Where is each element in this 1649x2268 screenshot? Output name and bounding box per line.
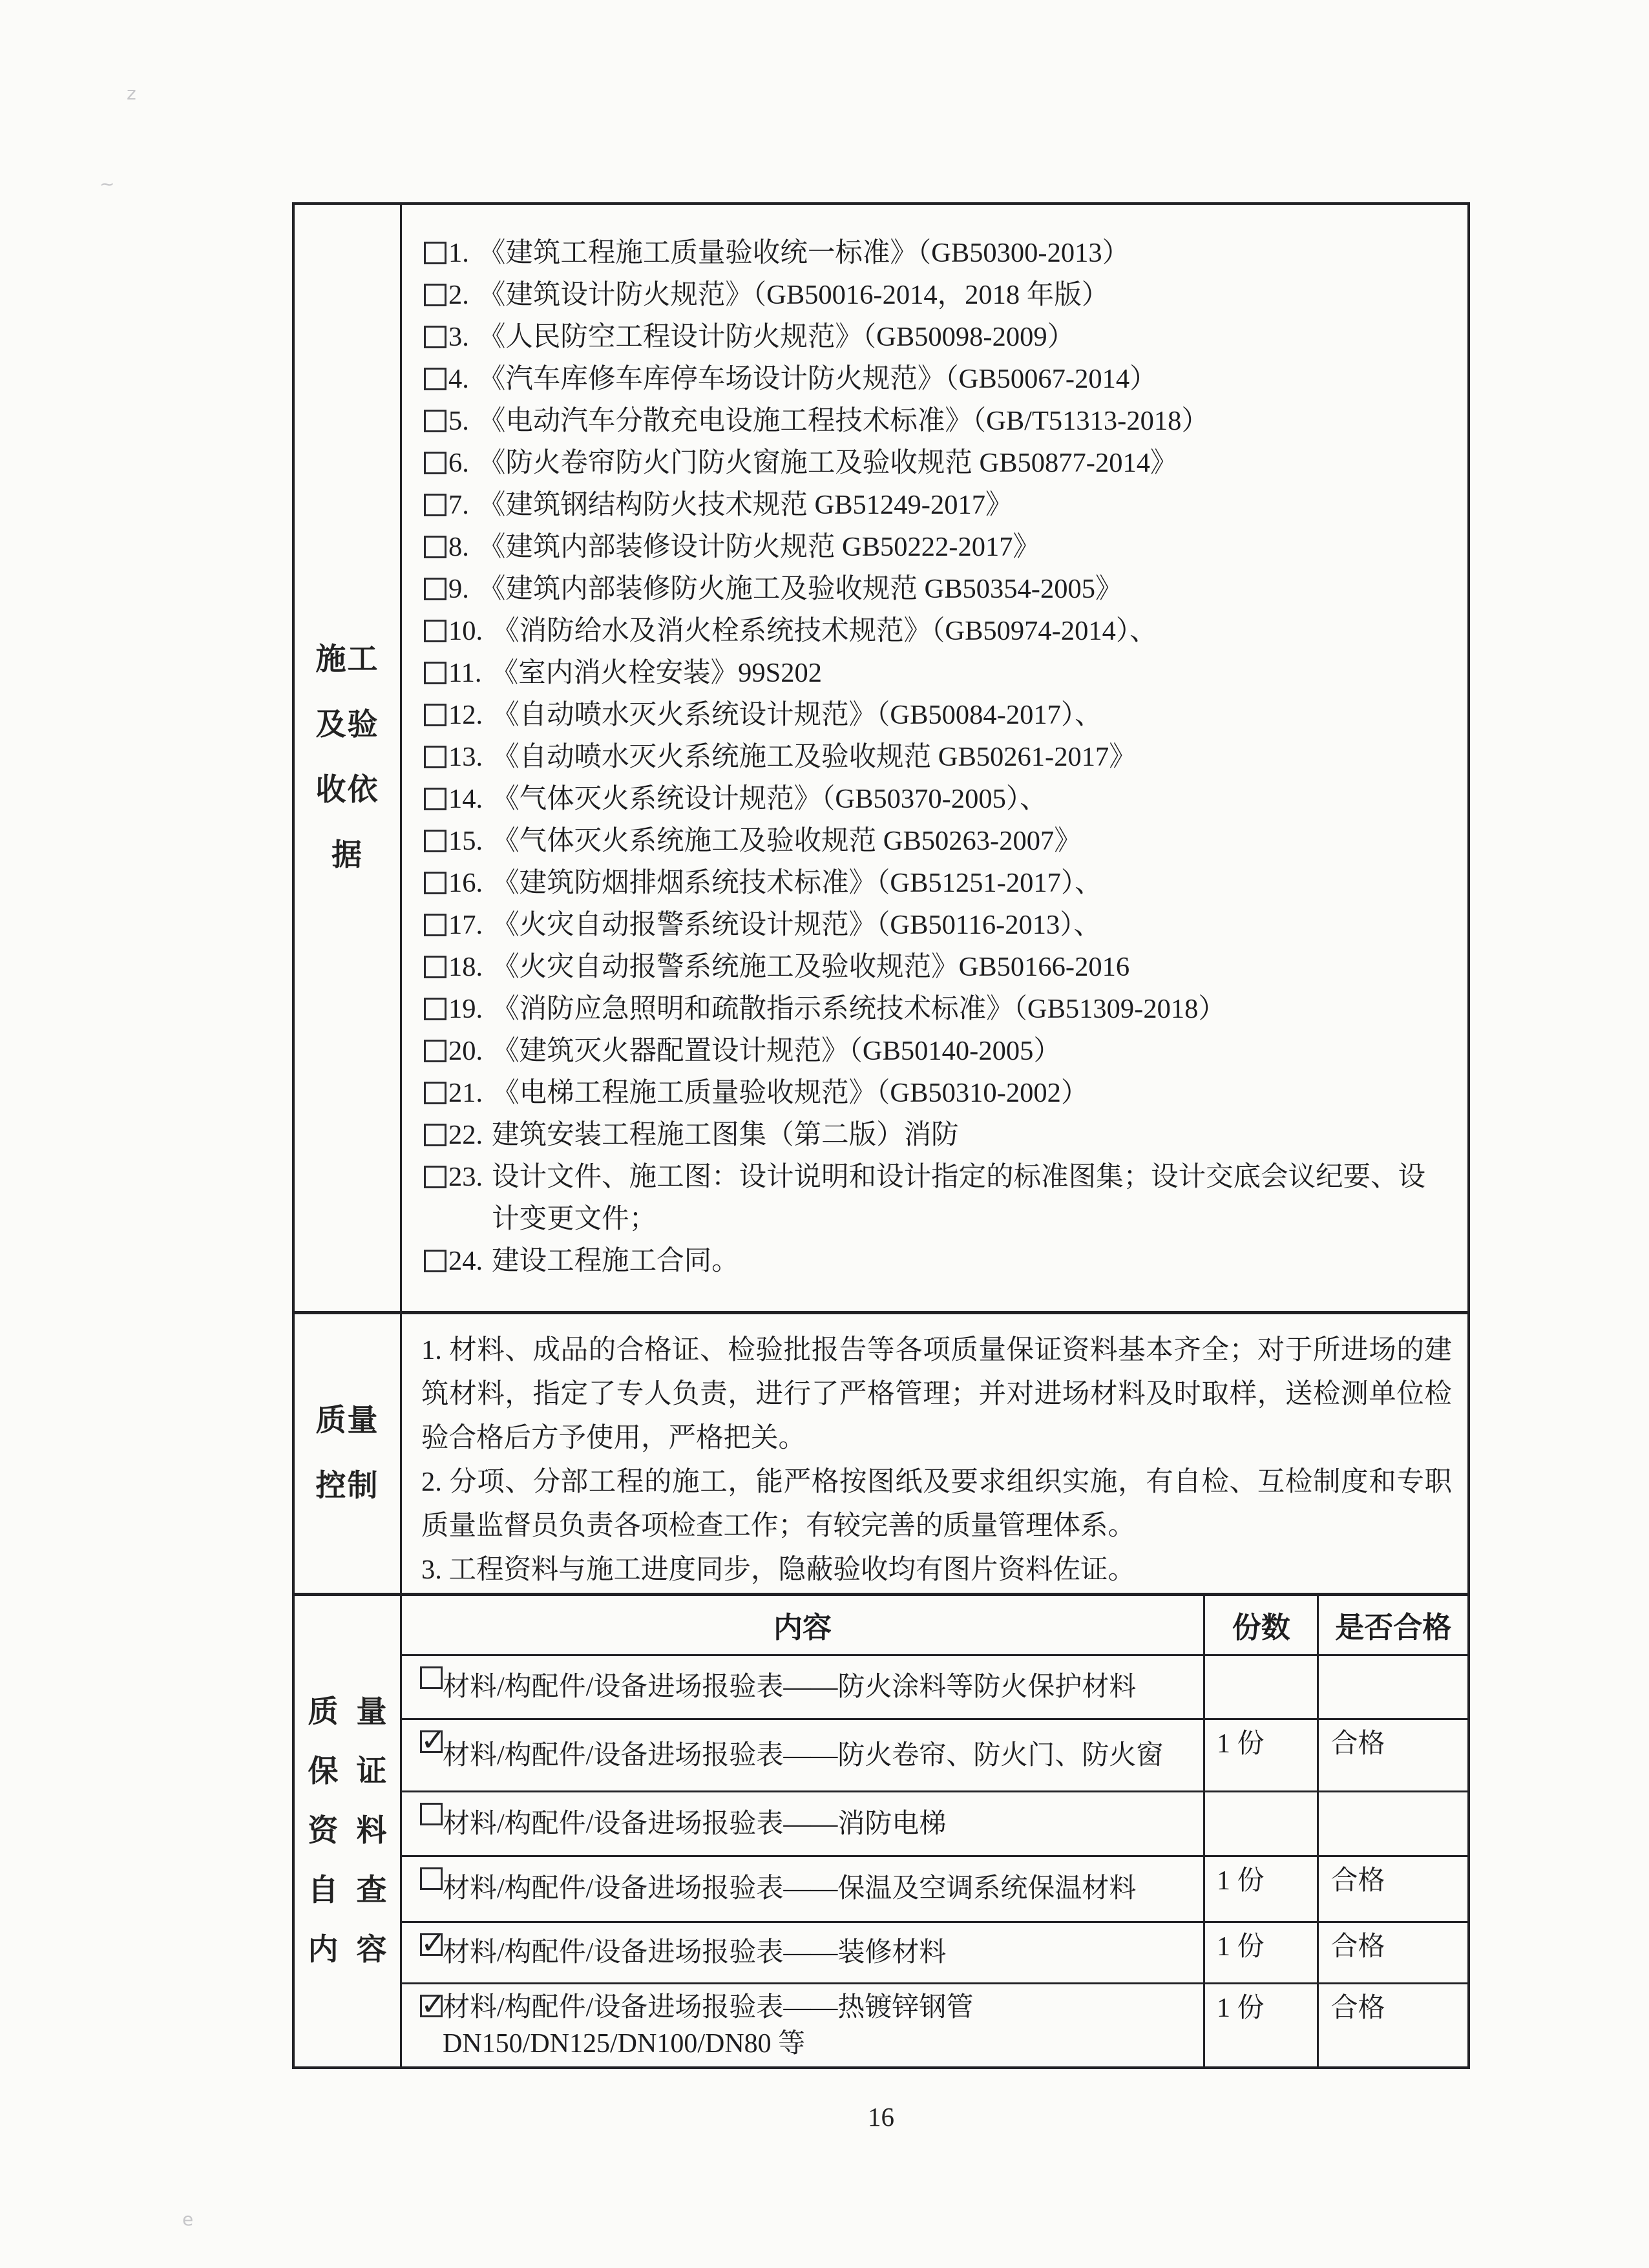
basis-item-number: 19. — [448, 994, 483, 1024]
cell-content-text: 材料/构配件/设备进场报验表——保温及空调系统保温材料 — [443, 1874, 1137, 1904]
basis-item-text: 《建筑设计防火规范》（GB50016-2014，2018 年版） — [478, 280, 1109, 310]
quality-control-paragraph: 2. 分项、分部工程的施工，能严格按图纸及要求组织实施，有自检、互检制度和专职质量监督员负责各项检查工作；有较完善的质量管理体系。 — [421, 1467, 1452, 1541]
unchecked-checkbox-icon — [424, 914, 446, 936]
row-header-char: 资 — [308, 1814, 339, 1848]
basis-list-item — [424, 1114, 1451, 1156]
basis-item-number: 12. — [448, 700, 483, 730]
basis-item-text: 《气体灭火系统施工及验收规范 GB50263-2007》 — [492, 826, 1082, 856]
basis-list-item — [424, 1030, 1451, 1072]
row-header-char: 质 — [308, 1696, 339, 1729]
checked-checkbox-icon — [420, 1933, 443, 1956]
basis-list-item — [424, 694, 1451, 736]
basis-item-number: 6. — [448, 448, 469, 478]
subtable-row — [402, 1921, 1467, 1983]
basis-item-text: 《建筑工程施工质量验收统一标准》（GB50300-2013） — [478, 238, 1130, 268]
row-header-line: 质量 — [315, 1403, 379, 1438]
basis-item-text: 《消防应急照明和疏散指示系统技术标准》（GB51309-2018） — [492, 994, 1226, 1024]
quality-control-paragraphs — [402, 1314, 1467, 1593]
unchecked-checkbox-icon — [424, 578, 446, 600]
row-quality-control — [295, 1311, 1467, 1593]
row-header-basis — [295, 205, 402, 1311]
unchecked-checkbox-icon — [424, 1124, 446, 1146]
basis-item-number: 21. — [448, 1078, 483, 1108]
basis-list-item — [424, 1240, 1451, 1282]
cell-content-text: 材料/构配件/设备进场报验表——热镀锌钢管 DN150/DN125/DN100/DN80 等 — [443, 1992, 974, 2059]
basis-item-number: 3. — [448, 322, 469, 352]
basis-item-number: 22. — [448, 1120, 483, 1150]
row-header-line: 及验 — [315, 708, 379, 742]
unchecked-checkbox-icon — [424, 1250, 446, 1272]
basis-list-item — [424, 1072, 1451, 1114]
row-header-line: 据 — [331, 839, 363, 872]
cell-copies: 1 份 — [1203, 1984, 1317, 2066]
row-header-char: 量 — [356, 1696, 387, 1729]
unchecked-checkbox-icon — [424, 704, 446, 726]
subtable-row — [402, 1982, 1467, 2066]
subtable-row — [402, 1790, 1467, 1855]
basis-list-item — [424, 442, 1451, 484]
basis-item-text: 《建筑内部装修防火施工及验收规范 GB50354-2005》 — [478, 574, 1123, 604]
acceptance-record-table — [292, 202, 1470, 2069]
basis-item-text: 《建筑灭火器配置设计规范》（GB50140-2005） — [492, 1036, 1061, 1066]
basis-standards-list — [402, 205, 1467, 1311]
basis-item-text: 《自动喷水灭火系统设计规范》（GB50084-2017）、 — [492, 700, 1102, 730]
basis-item-number: 18. — [448, 952, 483, 982]
basis-item-number: 24. — [448, 1246, 483, 1276]
unchecked-checkbox-icon — [424, 746, 446, 768]
unchecked-checkbox-icon — [424, 998, 446, 1020]
basis-item-text: 建设工程施工合同。 — [492, 1246, 739, 1276]
unchecked-checkbox-icon — [424, 620, 446, 642]
unchecked-checkbox-icon — [420, 1803, 443, 1825]
basis-item-number: 14. — [448, 784, 483, 814]
unchecked-checkbox-icon — [424, 830, 446, 852]
quality-control-paragraph: 1. 材料、成品的合格证、检验批报告等各项质量保证资料基本齐全；对于所进场的建筑材料，指定了专人负责，进行了严格管理；并对进场材料及时取样，送检测单位检验合格后方予使用，严格把关。 — [421, 1335, 1452, 1453]
cell-copies: 1 份 — [1203, 1857, 1317, 1921]
basis-item-text: 《汽车库修车库停车场设计防火规范》（GB50067-2014） — [478, 364, 1157, 394]
basis-list-item — [424, 232, 1451, 274]
unchecked-checkbox-icon — [424, 788, 446, 810]
basis-item-number: 13. — [448, 742, 483, 772]
row-self-check-materials — [295, 1593, 1467, 2066]
basis-item-number: 5. — [448, 406, 469, 436]
cell-copies — [1203, 1792, 1317, 1855]
basis-item-text: 《自动喷水灭火系统施工及验收规范 GB50261-2017》 — [492, 742, 1137, 772]
checked-checkbox-icon — [420, 1730, 443, 1753]
unchecked-checkbox-icon — [420, 1666, 443, 1689]
unchecked-checkbox-icon — [424, 368, 446, 390]
cell-content — [402, 1857, 1203, 1921]
row-header-char: 料 — [356, 1814, 387, 1848]
cell-content-text: 材料/构配件/设备进场报验表——消防电梯 — [443, 1809, 947, 1839]
row-construction-acceptance-basis — [295, 205, 1467, 1311]
basis-item-number: 10. — [448, 616, 483, 646]
scan-artifact: ~ — [100, 173, 115, 194]
basis-item-text: 《建筑钢结构防火技术规范 GB51249-2017》 — [478, 490, 1013, 520]
unchecked-checkbox-icon — [420, 1867, 443, 1890]
cell-content-text: 材料/构配件/设备进场报验表——装修材料 — [443, 1937, 947, 1968]
basis-item-text: 《火灾自动报警系统施工及验收规范》GB50166-2016 — [492, 952, 1130, 982]
row-header-char: 内 — [308, 1933, 339, 1967]
page-number: 16 — [868, 2102, 894, 2132]
unchecked-checkbox-icon — [424, 956, 446, 978]
subtable-row — [402, 1855, 1467, 1921]
column-header-content: 内容 — [773, 1612, 832, 1644]
basis-item-number: 23. — [448, 1162, 483, 1192]
cell-copies: 1 份 — [1203, 1923, 1317, 1983]
cell-qualified — [1317, 1792, 1467, 1855]
basis-item-text: 《火灾自动报警系统设计规范》（GB50116-2013）、 — [492, 910, 1101, 940]
basis-item-number: 9. — [448, 574, 469, 604]
cell-content — [402, 1720, 1203, 1790]
cell-qualified — [1317, 1656, 1467, 1719]
row-header-line — [308, 1742, 387, 1801]
basis-item-number: 15. — [448, 826, 483, 856]
basis-item-number: 8. — [448, 532, 469, 562]
basis-list-item — [424, 316, 1451, 358]
basis-list-item — [424, 484, 1451, 526]
basis-item-text: 《建筑防烟排烟系统技术标准》（GB51251-2017）、 — [492, 868, 1102, 898]
basis-list-item — [424, 652, 1451, 694]
subtable-row — [402, 1718, 1467, 1790]
row-header-quality-control — [295, 1314, 402, 1593]
unchecked-checkbox-icon — [424, 1166, 446, 1188]
unchecked-checkbox-icon — [424, 410, 446, 432]
subtable-row — [402, 1654, 1467, 1719]
column-header-qualified: 是否合格 — [1317, 1596, 1467, 1654]
unchecked-checkbox-icon — [424, 494, 446, 516]
row-header-char: 证 — [356, 1755, 387, 1789]
cell-content — [402, 1656, 1203, 1719]
cell-copies — [1203, 1656, 1317, 1719]
basis-list-item — [424, 904, 1451, 946]
unchecked-checkbox-icon — [424, 1082, 446, 1104]
basis-item-number: 20. — [448, 1036, 483, 1066]
basis-list-item — [424, 610, 1451, 652]
cell-content — [402, 1792, 1203, 1855]
scan-artifact: e — [182, 2209, 194, 2230]
row-header-line: 收依 — [315, 773, 379, 807]
basis-item-number: 11. — [448, 658, 482, 688]
basis-list-item — [424, 946, 1451, 988]
basis-item-text: 《电梯工程施工质量验收规范》（GB50310-2002） — [492, 1078, 1089, 1108]
unchecked-checkbox-icon — [424, 872, 446, 894]
basis-list-item — [424, 526, 1451, 568]
cell-content-text: 材料/构配件/设备进场报验表——防火涂料等防火保护材料 — [443, 1672, 1137, 1703]
cell-qualified: 合格 — [1317, 1857, 1467, 1921]
basis-list-item — [424, 862, 1451, 904]
basis-item-number: 7. — [448, 490, 469, 520]
basis-list-item — [424, 988, 1451, 1030]
checked-checkbox-icon — [420, 1995, 443, 2017]
quality-control-paragraph: 3. 工程资料与施工进度同步，隐蔽验收均有图片资料佐证。 — [421, 1555, 1136, 1585]
basis-item-number: 4. — [448, 364, 469, 394]
row-header-char: 查 — [356, 1874, 387, 1907]
subtable-header-row — [402, 1596, 1467, 1654]
row-header-line: 控制 — [315, 1469, 379, 1503]
basis-item-text: 《人民防空工程设计防火规范》（GB50098-2009） — [478, 322, 1075, 352]
basis-item-number: 1. — [448, 238, 469, 268]
unchecked-checkbox-icon — [424, 1040, 446, 1062]
unchecked-checkbox-icon — [424, 452, 446, 474]
row-header-line — [308, 1801, 387, 1861]
basis-item-number: 16. — [448, 868, 483, 898]
basis-list-item — [424, 1156, 1451, 1240]
scan-artifact: z — [127, 83, 136, 104]
row-header-line — [308, 1861, 387, 1920]
row-header-self-check — [295, 1596, 402, 2066]
self-check-subtable — [402, 1596, 1467, 2066]
basis-item-text: 《建筑内部装修设计防火规范 GB50222-2017》 — [478, 532, 1040, 562]
row-header-line — [308, 1683, 387, 1742]
cell-content — [402, 1923, 1203, 1983]
basis-item-text: 建筑安装工程施工图集（第二版）消防 — [492, 1120, 959, 1150]
row-header-line — [308, 1920, 387, 1980]
unchecked-checkbox-icon — [424, 536, 446, 558]
basis-list-item — [424, 274, 1451, 316]
cell-qualified: 合格 — [1317, 1923, 1467, 1983]
basis-item-number: 17. — [448, 910, 483, 940]
basis-item-text: 《消防给水及消火栓系统技术规范》（GB50974-2014）、 — [492, 616, 1157, 646]
cell-copies: 1 份 — [1203, 1720, 1317, 1790]
unchecked-checkbox-icon — [424, 284, 446, 306]
row-header-char: 容 — [356, 1933, 387, 1967]
basis-list-item — [424, 820, 1451, 862]
cell-qualified: 合格 — [1317, 1720, 1467, 1790]
basis-item-text: 《室内消火栓安装》99S202 — [490, 658, 822, 688]
basis-list-item — [424, 400, 1451, 442]
basis-list-item — [424, 736, 1451, 778]
basis-list-item — [424, 778, 1451, 820]
row-header-line: 施工 — [315, 643, 379, 677]
basis-list-item — [424, 358, 1451, 400]
unchecked-checkbox-icon — [424, 242, 446, 264]
basis-item-text: 《防火卷帘防火门防火窗施工及验收规范 GB50877-2014》 — [478, 448, 1178, 478]
basis-list-item — [424, 568, 1451, 610]
basis-item-number: 2. — [448, 280, 469, 310]
unchecked-checkbox-icon — [424, 326, 446, 348]
column-header-copies: 份数 — [1203, 1596, 1317, 1654]
cell-content — [402, 1984, 1203, 2066]
cell-qualified: 合格 — [1317, 1984, 1467, 2066]
unchecked-checkbox-icon — [424, 662, 446, 684]
cell-content-text: 材料/构配件/设备进场报验表——防火卷帘、防火门、防火窗 — [443, 1740, 1164, 1770]
row-header-char: 保 — [308, 1755, 339, 1789]
basis-item-text: 《电动汽车分散充电设施工程技术标准》（GB/T51313-2018） — [478, 406, 1209, 436]
row-header-char: 自 — [308, 1874, 339, 1907]
basis-item-text: 设计文件、施工图：设计说明和设计指定的标准图集；设计交底会议纪要、设计变更文件； — [492, 1162, 1426, 1234]
basis-item-text: 《气体灭火系统设计规范》（GB50370-2005）、 — [492, 784, 1047, 814]
